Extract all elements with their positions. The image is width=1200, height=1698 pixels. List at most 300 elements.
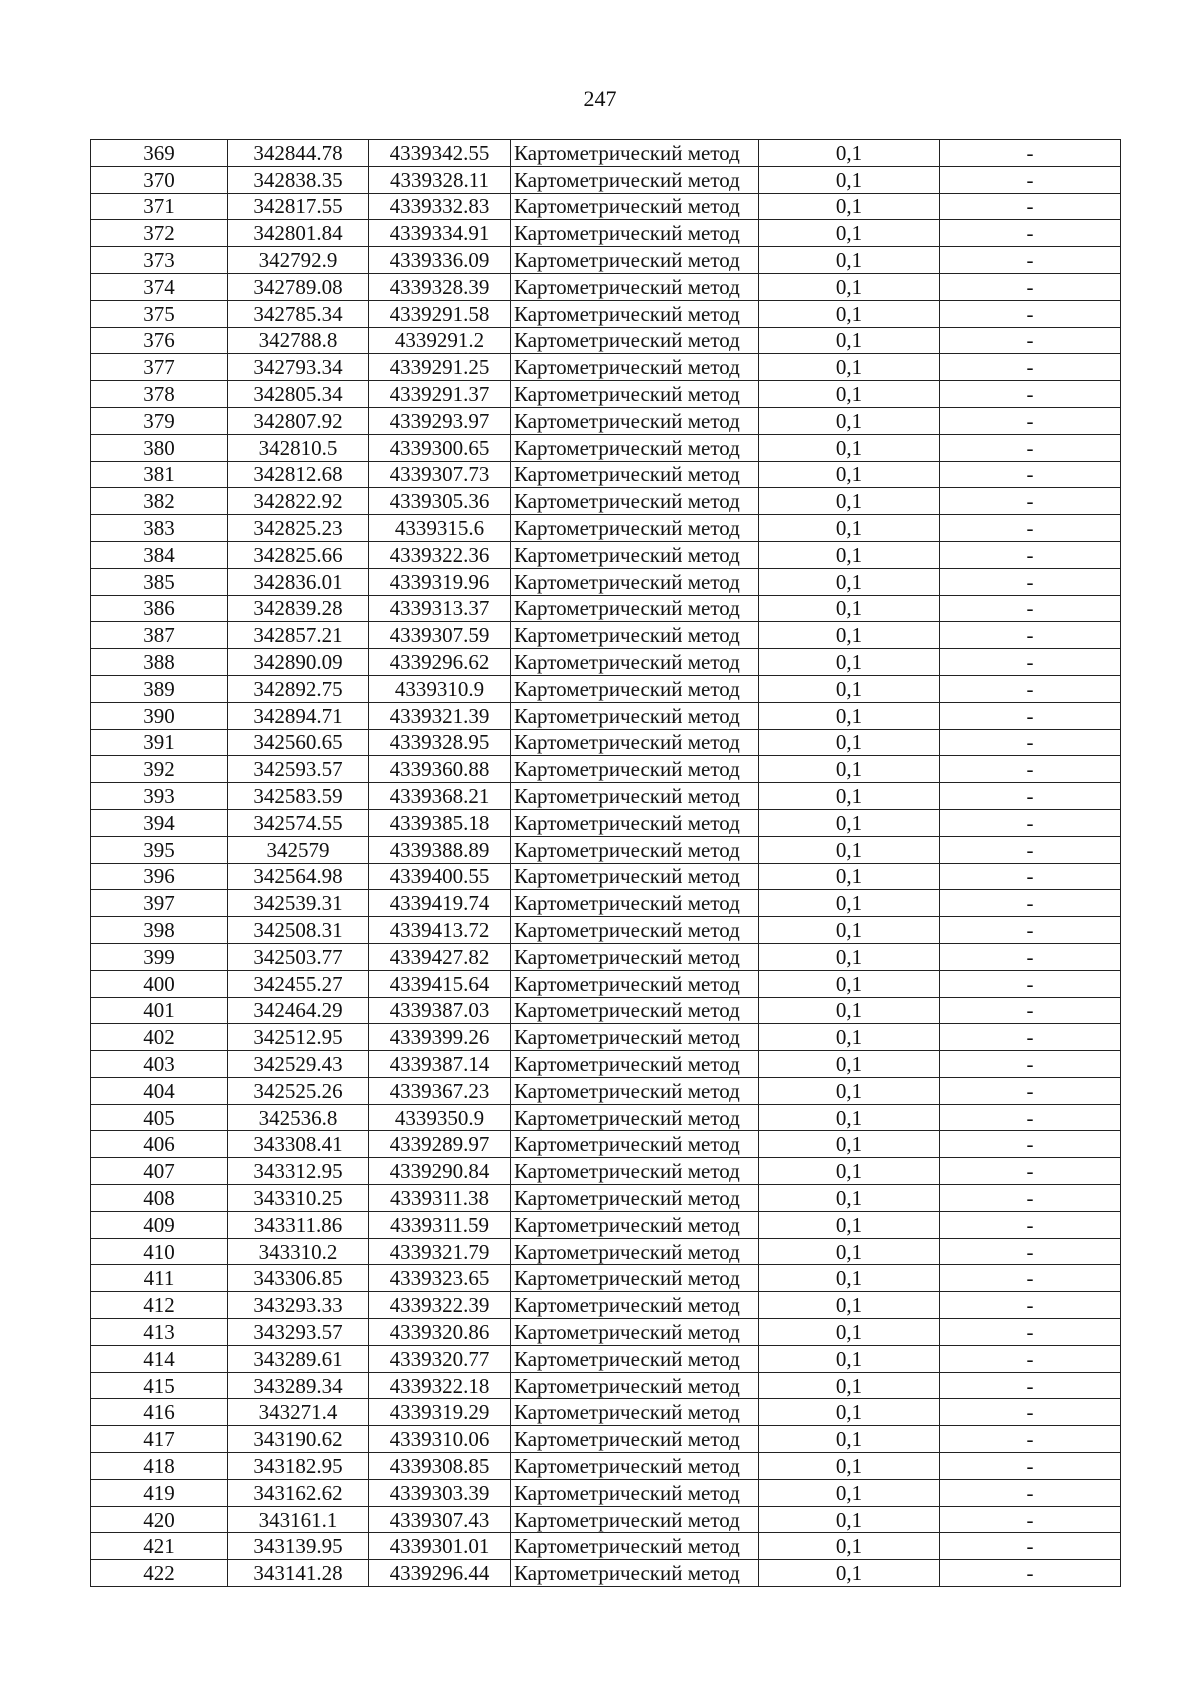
note-cell: - xyxy=(940,1131,1121,1158)
y-coordinate-cell: 4339322.39 xyxy=(369,1292,511,1319)
y-coordinate-cell: 4339413.72 xyxy=(369,917,511,944)
y-coordinate-cell: 4339336.09 xyxy=(369,247,511,274)
table-row xyxy=(91,1131,1121,1158)
accuracy-cell: 0,1 xyxy=(759,1345,940,1372)
note-cell: - xyxy=(940,863,1121,890)
point-number-cell: 381 xyxy=(91,461,228,488)
accuracy-cell: 0,1 xyxy=(759,247,940,274)
y-coordinate-cell: 4339315.6 xyxy=(369,515,511,542)
x-coordinate-cell: 342817.55 xyxy=(228,193,369,220)
note-cell: - xyxy=(940,1453,1121,1480)
accuracy-cell: 0,1 xyxy=(759,1453,940,1480)
y-coordinate-cell: 4339328.39 xyxy=(369,273,511,300)
x-coordinate-cell: 342455.27 xyxy=(228,970,369,997)
accuracy-cell: 0,1 xyxy=(759,595,940,622)
method-cell: Картометрический метод xyxy=(511,997,759,1024)
method-cell: Картометрический метод xyxy=(511,783,759,810)
note-cell: - xyxy=(940,488,1121,515)
table-row xyxy=(91,1453,1121,1480)
point-number-cell: 401 xyxy=(91,997,228,1024)
note-cell: - xyxy=(940,675,1121,702)
accuracy-cell: 0,1 xyxy=(759,327,940,354)
accuracy-cell: 0,1 xyxy=(759,890,940,917)
table-row xyxy=(91,1185,1121,1212)
accuracy-cell: 0,1 xyxy=(759,1185,940,1212)
accuracy-cell: 0,1 xyxy=(759,354,940,381)
note-cell: - xyxy=(940,1479,1121,1506)
y-coordinate-cell: 4339400.55 xyxy=(369,863,511,890)
note-cell: - xyxy=(940,729,1121,756)
note-cell: - xyxy=(940,783,1121,810)
note-cell: - xyxy=(940,997,1121,1024)
x-coordinate-cell: 343293.33 xyxy=(228,1292,369,1319)
accuracy-cell: 0,1 xyxy=(759,220,940,247)
point-number-cell: 407 xyxy=(91,1158,228,1185)
accuracy-cell: 0,1 xyxy=(759,970,940,997)
method-cell: Картометрический метод xyxy=(511,568,759,595)
table-row xyxy=(91,1533,1121,1560)
point-number-cell: 395 xyxy=(91,836,228,863)
x-coordinate-cell: 342536.8 xyxy=(228,1104,369,1131)
x-coordinate-cell: 343182.95 xyxy=(228,1453,369,1480)
x-coordinate-cell: 342822.92 xyxy=(228,488,369,515)
table-row xyxy=(91,434,1121,461)
table-row xyxy=(91,783,1121,810)
y-coordinate-cell: 4339342.55 xyxy=(369,140,511,167)
x-coordinate-cell: 342583.59 xyxy=(228,783,369,810)
x-coordinate-cell: 343289.34 xyxy=(228,1372,369,1399)
point-number-cell: 421 xyxy=(91,1533,228,1560)
note-cell: - xyxy=(940,595,1121,622)
y-coordinate-cell: 4339307.73 xyxy=(369,461,511,488)
note-cell: - xyxy=(940,836,1121,863)
method-cell: Картометрический метод xyxy=(511,943,759,970)
point-number-cell: 399 xyxy=(91,943,228,970)
method-cell: Картометрический метод xyxy=(511,1051,759,1078)
note-cell: - xyxy=(940,300,1121,327)
point-number-cell: 417 xyxy=(91,1426,228,1453)
accuracy-cell: 0,1 xyxy=(759,836,940,863)
y-coordinate-cell: 4339387.03 xyxy=(369,997,511,1024)
point-number-cell: 416 xyxy=(91,1399,228,1426)
x-coordinate-cell: 342529.43 xyxy=(228,1051,369,1078)
point-number-cell: 405 xyxy=(91,1104,228,1131)
method-cell: Картометрический метод xyxy=(511,1185,759,1212)
method-cell: Картометрический метод xyxy=(511,1292,759,1319)
y-coordinate-cell: 4339385.18 xyxy=(369,809,511,836)
y-coordinate-cell: 4339367.23 xyxy=(369,1077,511,1104)
table-row xyxy=(91,515,1121,542)
y-coordinate-cell: 4339328.95 xyxy=(369,729,511,756)
method-cell: Картометрический метод xyxy=(511,220,759,247)
accuracy-cell: 0,1 xyxy=(759,1319,940,1346)
note-cell: - xyxy=(940,568,1121,595)
x-coordinate-cell: 342539.31 xyxy=(228,890,369,917)
point-number-cell: 413 xyxy=(91,1319,228,1346)
point-number-cell: 389 xyxy=(91,675,228,702)
point-number-cell: 376 xyxy=(91,327,228,354)
note-cell: - xyxy=(940,622,1121,649)
method-cell: Картометрический метод xyxy=(511,541,759,568)
table-row xyxy=(91,1024,1121,1051)
method-cell: Картометрический метод xyxy=(511,1265,759,1292)
note-cell: - xyxy=(940,407,1121,434)
y-coordinate-cell: 4339332.83 xyxy=(369,193,511,220)
point-number-cell: 404 xyxy=(91,1077,228,1104)
method-cell: Картометрический метод xyxy=(511,1479,759,1506)
note-cell: - xyxy=(940,1185,1121,1212)
method-cell: Картометрический метод xyxy=(511,863,759,890)
y-coordinate-cell: 4339368.21 xyxy=(369,783,511,810)
table-row xyxy=(91,863,1121,890)
note-cell: - xyxy=(940,1506,1121,1533)
point-number-cell: 372 xyxy=(91,220,228,247)
table-row xyxy=(91,1077,1121,1104)
table-row xyxy=(91,273,1121,300)
y-coordinate-cell: 4339291.58 xyxy=(369,300,511,327)
y-coordinate-cell: 4339415.64 xyxy=(369,970,511,997)
x-coordinate-cell: 343161.1 xyxy=(228,1506,369,1533)
y-coordinate-cell: 4339322.36 xyxy=(369,541,511,568)
x-coordinate-cell: 343190.62 xyxy=(228,1426,369,1453)
y-coordinate-cell: 4339321.79 xyxy=(369,1238,511,1265)
x-coordinate-cell: 342788.8 xyxy=(228,327,369,354)
accuracy-cell: 0,1 xyxy=(759,756,940,783)
x-coordinate-cell: 343293.57 xyxy=(228,1319,369,1346)
x-coordinate-cell: 342579 xyxy=(228,836,369,863)
table-row xyxy=(91,407,1121,434)
table-row xyxy=(91,595,1121,622)
accuracy-cell: 0,1 xyxy=(759,1051,940,1078)
method-cell: Картометрический метод xyxy=(511,327,759,354)
method-cell: Картометрический метод xyxy=(511,434,759,461)
accuracy-cell: 0,1 xyxy=(759,702,940,729)
table-row xyxy=(91,1479,1121,1506)
table-row xyxy=(91,943,1121,970)
method-cell: Картометрический метод xyxy=(511,1345,759,1372)
y-coordinate-cell: 4339322.18 xyxy=(369,1372,511,1399)
accuracy-cell: 0,1 xyxy=(759,434,940,461)
note-cell: - xyxy=(940,1292,1121,1319)
accuracy-cell: 0,1 xyxy=(759,273,940,300)
x-coordinate-cell: 342503.77 xyxy=(228,943,369,970)
table-row xyxy=(91,836,1121,863)
x-coordinate-cell: 342807.92 xyxy=(228,407,369,434)
x-coordinate-cell: 342805.34 xyxy=(228,381,369,408)
x-coordinate-cell: 342839.28 xyxy=(228,595,369,622)
method-cell: Картометрический метод xyxy=(511,1453,759,1480)
point-number-cell: 373 xyxy=(91,247,228,274)
point-number-cell: 409 xyxy=(91,1211,228,1238)
note-cell: - xyxy=(940,1426,1121,1453)
method-cell: Картометрический метод xyxy=(511,300,759,327)
x-coordinate-cell: 342825.23 xyxy=(228,515,369,542)
y-coordinate-cell: 4339291.25 xyxy=(369,354,511,381)
accuracy-cell: 0,1 xyxy=(759,381,940,408)
accuracy-cell: 0,1 xyxy=(759,1024,940,1051)
method-cell: Картометрический метод xyxy=(511,1506,759,1533)
point-number-cell: 387 xyxy=(91,622,228,649)
table-row xyxy=(91,381,1121,408)
table-row xyxy=(91,649,1121,676)
accuracy-cell: 0,1 xyxy=(759,1560,940,1587)
x-coordinate-cell: 342564.98 xyxy=(228,863,369,890)
note-cell: - xyxy=(940,756,1121,783)
y-coordinate-cell: 4339350.9 xyxy=(369,1104,511,1131)
table-row xyxy=(91,1104,1121,1131)
y-coordinate-cell: 4339310.06 xyxy=(369,1426,511,1453)
table-row xyxy=(91,140,1121,167)
accuracy-cell: 0,1 xyxy=(759,1131,940,1158)
y-coordinate-cell: 4339311.59 xyxy=(369,1211,511,1238)
y-coordinate-cell: 4339427.82 xyxy=(369,943,511,970)
method-cell: Картометрический метод xyxy=(511,729,759,756)
method-cell: Картометрический метод xyxy=(511,140,759,167)
method-cell: Картометрический метод xyxy=(511,166,759,193)
method-cell: Картометрический метод xyxy=(511,247,759,274)
accuracy-cell: 0,1 xyxy=(759,166,940,193)
x-coordinate-cell: 342785.34 xyxy=(228,300,369,327)
table-row xyxy=(91,488,1121,515)
note-cell: - xyxy=(940,327,1121,354)
method-cell: Картометрический метод xyxy=(511,1426,759,1453)
point-number-cell: 386 xyxy=(91,595,228,622)
note-cell: - xyxy=(940,515,1121,542)
y-coordinate-cell: 4339313.37 xyxy=(369,595,511,622)
accuracy-cell: 0,1 xyxy=(759,1292,940,1319)
y-coordinate-cell: 4339296.44 xyxy=(369,1560,511,1587)
point-number-cell: 422 xyxy=(91,1560,228,1587)
point-number-cell: 392 xyxy=(91,756,228,783)
method-cell: Картометрический метод xyxy=(511,917,759,944)
point-number-cell: 371 xyxy=(91,193,228,220)
note-cell: - xyxy=(940,1372,1121,1399)
accuracy-cell: 0,1 xyxy=(759,1158,940,1185)
method-cell: Картометрический метод xyxy=(511,702,759,729)
point-number-cell: 419 xyxy=(91,1479,228,1506)
x-coordinate-cell: 343141.28 xyxy=(228,1560,369,1587)
point-number-cell: 420 xyxy=(91,1506,228,1533)
x-coordinate-cell: 343139.95 xyxy=(228,1533,369,1560)
table-row xyxy=(91,702,1121,729)
x-coordinate-cell: 342810.5 xyxy=(228,434,369,461)
point-number-cell: 385 xyxy=(91,568,228,595)
point-number-cell: 396 xyxy=(91,863,228,890)
method-cell: Картометрический метод xyxy=(511,756,759,783)
table-row xyxy=(91,1319,1121,1346)
table-row xyxy=(91,354,1121,381)
x-coordinate-cell: 343308.41 xyxy=(228,1131,369,1158)
note-cell: - xyxy=(940,220,1121,247)
note-cell: - xyxy=(940,1399,1121,1426)
accuracy-cell: 0,1 xyxy=(759,140,940,167)
coordinates-table-body xyxy=(91,140,1121,1587)
accuracy-cell: 0,1 xyxy=(759,1533,940,1560)
x-coordinate-cell: 342890.09 xyxy=(228,649,369,676)
point-number-cell: 406 xyxy=(91,1131,228,1158)
table-row xyxy=(91,300,1121,327)
point-number-cell: 414 xyxy=(91,1345,228,1372)
method-cell: Картометрический метод xyxy=(511,461,759,488)
point-number-cell: 378 xyxy=(91,381,228,408)
point-number-cell: 390 xyxy=(91,702,228,729)
accuracy-cell: 0,1 xyxy=(759,622,940,649)
table-row xyxy=(91,193,1121,220)
accuracy-cell: 0,1 xyxy=(759,193,940,220)
accuracy-cell: 0,1 xyxy=(759,1104,940,1131)
x-coordinate-cell: 342789.08 xyxy=(228,273,369,300)
x-coordinate-cell: 342857.21 xyxy=(228,622,369,649)
table-row xyxy=(91,568,1121,595)
accuracy-cell: 0,1 xyxy=(759,917,940,944)
method-cell: Картометрический метод xyxy=(511,836,759,863)
y-coordinate-cell: 4339291.2 xyxy=(369,327,511,354)
table-row xyxy=(91,327,1121,354)
y-coordinate-cell: 4339308.85 xyxy=(369,1453,511,1480)
method-cell: Картометрический метод xyxy=(511,193,759,220)
method-cell: Картометрический метод xyxy=(511,649,759,676)
y-coordinate-cell: 4339328.11 xyxy=(369,166,511,193)
method-cell: Картометрический метод xyxy=(511,1158,759,1185)
table-row xyxy=(91,461,1121,488)
table-row xyxy=(91,756,1121,783)
x-coordinate-cell: 342844.78 xyxy=(228,140,369,167)
y-coordinate-cell: 4339319.29 xyxy=(369,1399,511,1426)
method-cell: Картометрический метод xyxy=(511,1024,759,1051)
method-cell: Картометрический метод xyxy=(511,1372,759,1399)
method-cell: Картометрический метод xyxy=(511,273,759,300)
point-number-cell: 384 xyxy=(91,541,228,568)
method-cell: Картометрический метод xyxy=(511,809,759,836)
point-number-cell: 380 xyxy=(91,434,228,461)
note-cell: - xyxy=(940,1265,1121,1292)
accuracy-cell: 0,1 xyxy=(759,541,940,568)
note-cell: - xyxy=(940,541,1121,568)
y-coordinate-cell: 4339289.97 xyxy=(369,1131,511,1158)
x-coordinate-cell: 343162.62 xyxy=(228,1479,369,1506)
x-coordinate-cell: 342838.35 xyxy=(228,166,369,193)
point-number-cell: 410 xyxy=(91,1238,228,1265)
table-row xyxy=(91,1211,1121,1238)
note-cell: - xyxy=(940,1158,1121,1185)
method-cell: Картометрический метод xyxy=(511,488,759,515)
point-number-cell: 393 xyxy=(91,783,228,810)
accuracy-cell: 0,1 xyxy=(759,461,940,488)
point-number-cell: 377 xyxy=(91,354,228,381)
point-number-cell: 382 xyxy=(91,488,228,515)
y-coordinate-cell: 4339303.39 xyxy=(369,1479,511,1506)
method-cell: Картометрический метод xyxy=(511,1238,759,1265)
method-cell: Картометрический метод xyxy=(511,675,759,702)
x-coordinate-cell: 342574.55 xyxy=(228,809,369,836)
accuracy-cell: 0,1 xyxy=(759,1211,940,1238)
method-cell: Картометрический метод xyxy=(511,1533,759,1560)
point-number-cell: 369 xyxy=(91,140,228,167)
table-row xyxy=(91,1292,1121,1319)
table-row xyxy=(91,1506,1121,1533)
x-coordinate-cell: 342508.31 xyxy=(228,917,369,944)
accuracy-cell: 0,1 xyxy=(759,568,940,595)
point-number-cell: 370 xyxy=(91,166,228,193)
table-row xyxy=(91,166,1121,193)
table-row xyxy=(91,809,1121,836)
table-row xyxy=(91,997,1121,1024)
note-cell: - xyxy=(940,702,1121,729)
table-row xyxy=(91,1345,1121,1372)
x-coordinate-cell: 343271.4 xyxy=(228,1399,369,1426)
y-coordinate-cell: 4339310.9 xyxy=(369,675,511,702)
note-cell: - xyxy=(940,1319,1121,1346)
note-cell: - xyxy=(940,354,1121,381)
accuracy-cell: 0,1 xyxy=(759,407,940,434)
method-cell: Картометрический метод xyxy=(511,1104,759,1131)
point-number-cell: 412 xyxy=(91,1292,228,1319)
method-cell: Картометрический метод xyxy=(511,354,759,381)
x-coordinate-cell: 342825.66 xyxy=(228,541,369,568)
accuracy-cell: 0,1 xyxy=(759,649,940,676)
point-number-cell: 394 xyxy=(91,809,228,836)
point-number-cell: 391 xyxy=(91,729,228,756)
x-coordinate-cell: 342593.57 xyxy=(228,756,369,783)
point-number-cell: 411 xyxy=(91,1265,228,1292)
accuracy-cell: 0,1 xyxy=(759,488,940,515)
note-cell: - xyxy=(940,1533,1121,1560)
note-cell: - xyxy=(940,461,1121,488)
x-coordinate-cell: 342801.84 xyxy=(228,220,369,247)
point-number-cell: 383 xyxy=(91,515,228,542)
point-number-cell: 415 xyxy=(91,1372,228,1399)
method-cell: Картометрический метод xyxy=(511,1077,759,1104)
accuracy-cell: 0,1 xyxy=(759,1506,940,1533)
y-coordinate-cell: 4339320.77 xyxy=(369,1345,511,1372)
note-cell: - xyxy=(940,970,1121,997)
x-coordinate-cell: 342793.34 xyxy=(228,354,369,381)
accuracy-cell: 0,1 xyxy=(759,1077,940,1104)
point-number-cell: 388 xyxy=(91,649,228,676)
table-row xyxy=(91,1238,1121,1265)
note-cell: - xyxy=(940,166,1121,193)
point-number-cell: 374 xyxy=(91,273,228,300)
method-cell: Картометрический метод xyxy=(511,407,759,434)
y-coordinate-cell: 4339293.97 xyxy=(369,407,511,434)
table-row xyxy=(91,220,1121,247)
y-coordinate-cell: 4339307.59 xyxy=(369,622,511,649)
table-row xyxy=(91,1051,1121,1078)
note-cell: - xyxy=(940,193,1121,220)
accuracy-cell: 0,1 xyxy=(759,1399,940,1426)
y-coordinate-cell: 4339319.96 xyxy=(369,568,511,595)
x-coordinate-cell: 343310.25 xyxy=(228,1185,369,1212)
accuracy-cell: 0,1 xyxy=(759,1372,940,1399)
note-cell: - xyxy=(940,649,1121,676)
page-number: 247 xyxy=(583,86,617,111)
x-coordinate-cell: 342894.71 xyxy=(228,702,369,729)
y-coordinate-cell: 4339321.39 xyxy=(369,702,511,729)
point-number-cell: 397 xyxy=(91,890,228,917)
point-number-cell: 379 xyxy=(91,407,228,434)
y-coordinate-cell: 4339296.62 xyxy=(369,649,511,676)
table-row xyxy=(91,729,1121,756)
method-cell: Картометрический метод xyxy=(511,1319,759,1346)
x-coordinate-cell: 343312.95 xyxy=(228,1158,369,1185)
y-coordinate-cell: 4339388.89 xyxy=(369,836,511,863)
method-cell: Картометрический метод xyxy=(511,595,759,622)
table-row xyxy=(91,917,1121,944)
accuracy-cell: 0,1 xyxy=(759,809,940,836)
note-cell: - xyxy=(940,140,1121,167)
x-coordinate-cell: 342836.01 xyxy=(228,568,369,595)
table-row xyxy=(91,675,1121,702)
